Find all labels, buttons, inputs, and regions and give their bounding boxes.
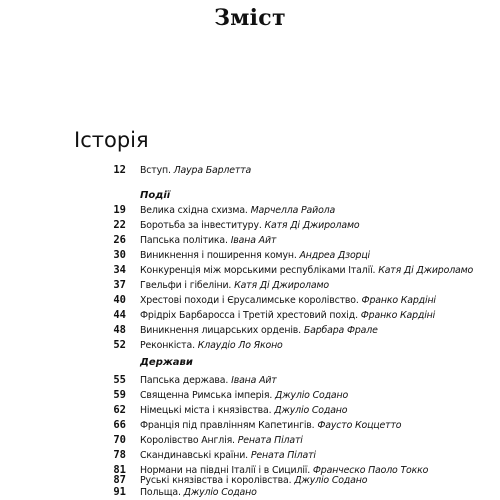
entry-title: Священна Римська імперія. (140, 390, 276, 401)
entry-text (140, 375, 277, 386)
entry-title: Боротьба за інвеституру. (140, 220, 265, 231)
entry-author: Іванa Айт (231, 375, 277, 386)
entry-author: Франко Кардіні (360, 310, 436, 321)
page-number: 19 (113, 204, 126, 216)
entry-text (140, 405, 347, 416)
entry-author: Клаудіо Ло Яконо (197, 340, 283, 351)
page-number: 70 (113, 434, 126, 446)
entry-title: Польща. (140, 487, 184, 498)
page-number: 37 (113, 279, 126, 291)
page-number: 81 (113, 464, 126, 476)
entry-author: Катя Ді Джироламо (264, 220, 360, 231)
page-number: 52 (113, 339, 126, 351)
entry-title: Папська держава. (140, 375, 232, 386)
page-number: 40 (113, 294, 126, 306)
entry-title: Хрестові походи і Єрусалимське королівство. (140, 295, 362, 306)
entry-title: Нормани на півдні Італії і в Сицилії. (140, 465, 313, 476)
entry-text (140, 420, 401, 431)
entry-text (140, 265, 473, 276)
entry-text (140, 435, 303, 446)
page-number: 66 (113, 419, 126, 431)
page-number: 26 (113, 234, 126, 246)
entry-text (140, 450, 316, 461)
entry-author: Джуліо Содано (274, 405, 348, 416)
page-number: 22 (113, 219, 126, 231)
entry-text (140, 235, 276, 246)
entry-text (140, 295, 436, 306)
page-number: 78 (113, 449, 126, 461)
entry-title: Фрідріх Барбаросса і Третій хрестовий похід. (140, 310, 361, 321)
entry-text (140, 250, 370, 261)
entry-text (140, 205, 335, 216)
entry-title: Велика східна схизма. (140, 205, 251, 216)
entry-title: Гвельфи і гібеліни. (140, 280, 235, 291)
entry-title: Виникнення лицарських орденів. (140, 325, 304, 336)
page-number: 91 (113, 486, 126, 498)
entry-text (140, 340, 283, 351)
section-heading: Події (140, 190, 171, 201)
entry-text (140, 487, 257, 498)
entry-author: Франко Кардіні (361, 295, 436, 306)
page-number: 30 (113, 249, 126, 261)
entry-text (140, 325, 378, 336)
page-number: 12 (113, 164, 126, 176)
entry-title: Руські князівства і королівства. (140, 475, 295, 486)
entry-title: Реконкіста. (140, 340, 198, 351)
entry-text (140, 280, 329, 291)
entry-title: Франція під правлінням Капетингів. (140, 420, 318, 431)
entry-author: Франческо Паоло Токко (312, 465, 429, 476)
entry-author: Іванa Айт (230, 235, 277, 246)
entry-author: Катя Ді Джироламо (378, 265, 474, 276)
entry-author: Фаусто Коццетто (317, 420, 402, 431)
entry-title: Конкуренція між морськими республіками Італії. (140, 265, 379, 276)
entry-author: Рената Пілаті (250, 450, 316, 461)
entry-text (140, 390, 348, 401)
entry-title: Німецькі міста і князівства. (140, 405, 275, 416)
entry-title: Папська політика. (140, 235, 231, 246)
entry-title: Королівство Англія. (140, 435, 238, 446)
page-number: 44 (113, 309, 126, 321)
page-number: 59 (113, 389, 126, 401)
entry-text (140, 310, 435, 321)
page-number: 48 (113, 324, 126, 336)
page-number: 62 (113, 404, 126, 416)
entry-author: Андреа Дзорці (299, 250, 371, 261)
entry-author: Лаура Барлетта (173, 165, 252, 176)
entry-author: Барбара Фрале (303, 325, 378, 336)
section-heading: Держави (140, 357, 193, 368)
page-number: 55 (113, 374, 126, 386)
entry-author: Катя Ді Джироламо (234, 280, 329, 291)
page-number: 34 (113, 264, 126, 276)
entry-author: Джуліо Содано (183, 487, 257, 498)
entry-author: Джуліо Содано (294, 475, 368, 486)
entry-text (140, 220, 359, 231)
entry-title: Вступ. (140, 165, 174, 176)
entry-author: Рената Пілаті (237, 435, 303, 446)
part-title: Історія (74, 128, 149, 152)
entry-text (140, 475, 367, 486)
entry-author: Джуліо Содано (275, 390, 349, 401)
entry-author: Марчелла Райола (250, 205, 336, 216)
page-title: Зміст (214, 5, 286, 31)
entry-title: Скандинавські країни. (140, 450, 251, 461)
entry-text (140, 165, 251, 176)
entry-title: Виникнення і поширення комун. (140, 250, 300, 261)
page-number: 87 (113, 474, 126, 486)
